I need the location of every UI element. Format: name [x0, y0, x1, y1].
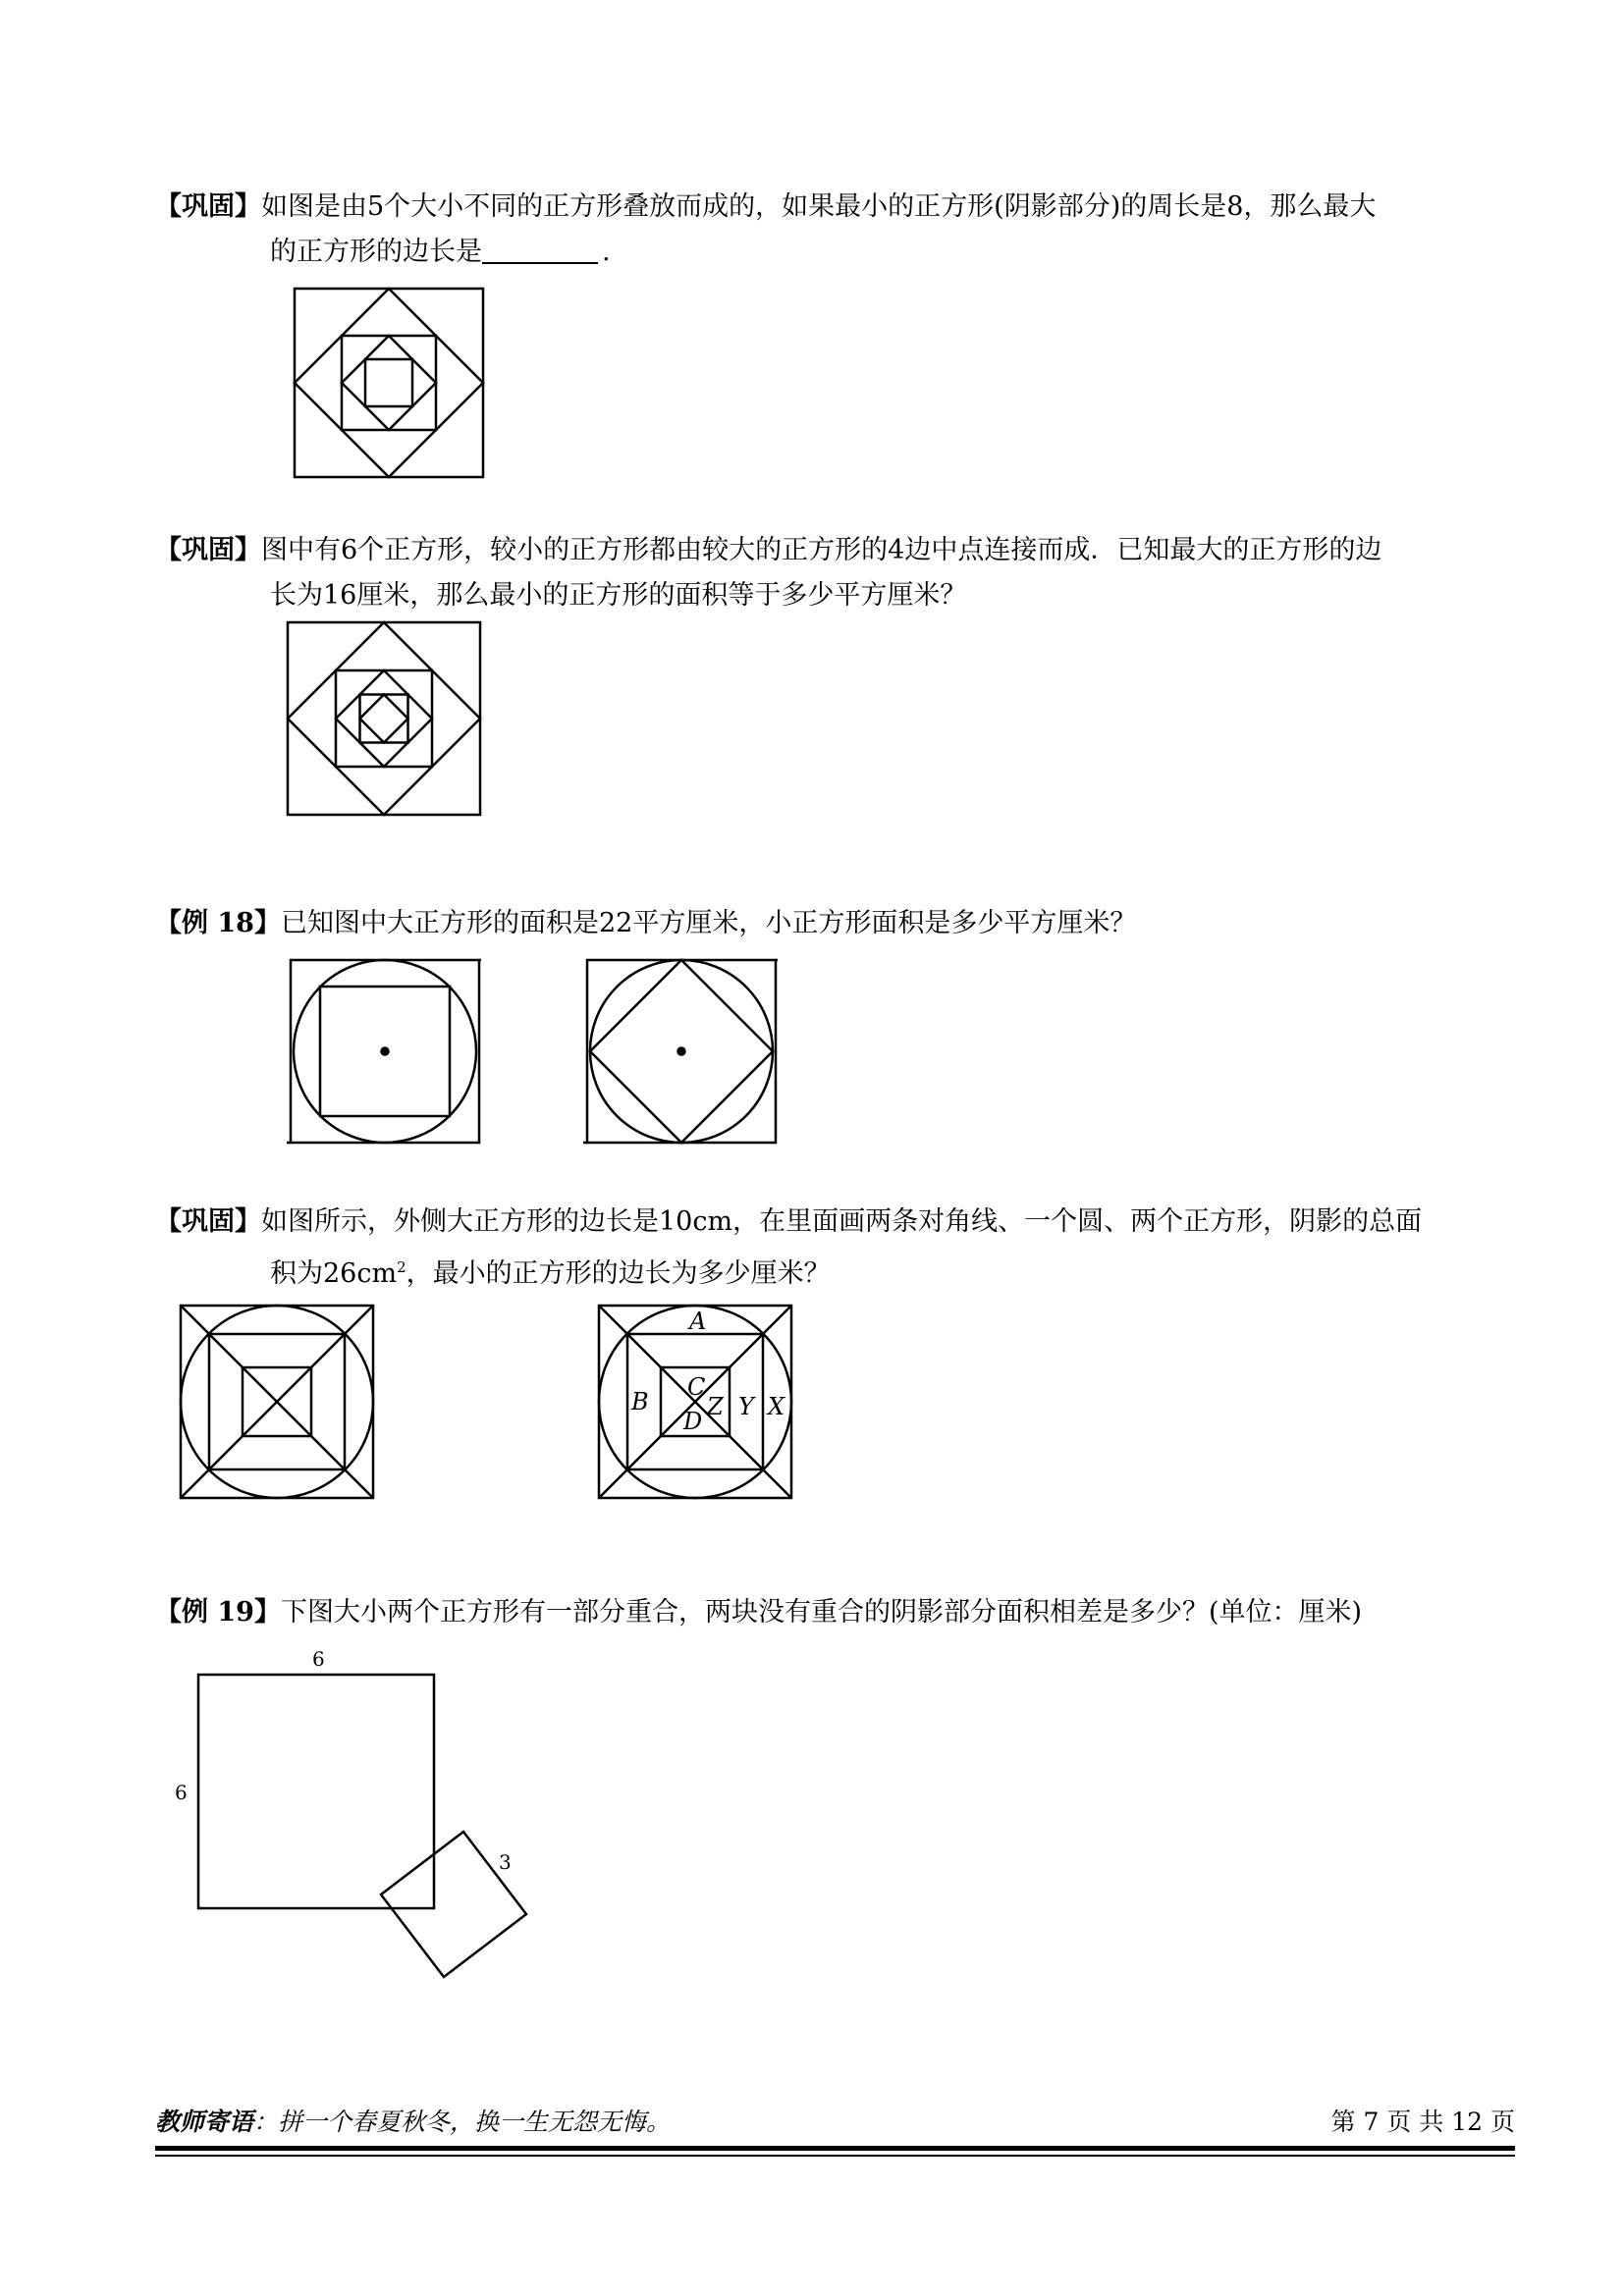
superscript: 2	[397, 1258, 406, 1276]
problem-line	[155, 230, 1530, 275]
problem-text-end: .	[602, 237, 611, 267]
problem-line	[155, 1590, 1530, 1635]
problem-tag: 【例 18】	[155, 908, 281, 938]
page-number: 第 7 页 共 12 页	[1330, 2108, 1515, 2136]
diagonal-circle-figure-left	[179, 1304, 375, 1500]
problem-example-19	[155, 1590, 1530, 1635]
problem-tag: 【巩固】	[155, 535, 261, 565]
problem-text: 如图是由5个大小不同的正方形叠放而成的，如果最小的正方形(阴影部分)的周长是8，那么最大	[261, 191, 1377, 222]
circle-square-figure-left	[287, 958, 481, 1145]
problem-text: 已知图中大正方形的面积是22平方厘米，小正方形面积是多少平方厘米？	[280, 908, 1137, 938]
problem-consolidate-2	[155, 528, 1530, 618]
problem-text: 的正方形的边长是	[270, 237, 482, 267]
problem-line	[155, 573, 1530, 618]
label-left-side: 6	[175, 1781, 188, 1804]
problem-line	[155, 1245, 1530, 1297]
problem-text: 如图所示，外侧大正方形的边长是10cm，在里面画两条对角线、一个圆、两个正方形，阴影的总面	[261, 1206, 1423, 1237]
problem-tag: 【例 19】	[155, 1597, 281, 1628]
label-a: A	[689, 1308, 707, 1335]
problem-text: 下图大小两个正方形有一部分重合，两块没有重合的阴影部分面积相差是多少？(单位：厘米)	[280, 1597, 1363, 1628]
label-small-side: 3	[499, 1850, 512, 1874]
label-z: Z	[707, 1393, 724, 1420]
nested-squares-figure-2	[286, 620, 482, 817]
label-x: X	[768, 1393, 785, 1420]
label-top-side: 6	[312, 1647, 325, 1671]
teacher-message-title: 教师寄语	[155, 2108, 254, 2136]
label-y: Y	[738, 1393, 754, 1420]
problem-consolidate-3	[155, 1200, 1530, 1297]
problem-line	[155, 528, 1530, 573]
answer-blank	[482, 233, 598, 264]
problem-text: 图中有6个正方形，较小的正方形都由较大的正方形的4边中点连接而成．已知最大的正方形的边	[261, 535, 1382, 565]
teacher-message: ：拼一个春夏秋冬，换一生无怨无悔。	[253, 2108, 672, 2136]
label-b: B	[631, 1388, 649, 1415]
footer-rule-thick	[155, 2146, 1515, 2151]
problem-line	[155, 901, 1530, 946]
problem-consolidate-1	[155, 185, 1530, 275]
problem-text: 长为16厘米，那么最小的正方形的面积等于多少平方厘米？	[270, 580, 967, 611]
problem-line	[155, 185, 1530, 230]
label-d: D	[683, 1408, 703, 1435]
diagonal-circle-figure-right	[597, 1304, 793, 1500]
problem-text: ，最小的正方形的边长为多少厘米？	[406, 1258, 831, 1289]
label-c: C	[687, 1373, 706, 1401]
nested-squares-figure-1	[293, 287, 485, 479]
footer-rule-thin	[155, 2155, 1515, 2157]
problem-tag: 【巩固】	[155, 191, 261, 222]
circle-square-figure-right	[583, 958, 778, 1145]
page-footer	[155, 2103, 1515, 2138]
problem-tag: 【巩固】	[155, 1206, 261, 1237]
problem-text: 积为26cm	[270, 1258, 398, 1289]
problem-line	[155, 1200, 1530, 1245]
overlapping-squares-figure	[165, 1647, 538, 2001]
problem-example-18	[155, 901, 1530, 946]
